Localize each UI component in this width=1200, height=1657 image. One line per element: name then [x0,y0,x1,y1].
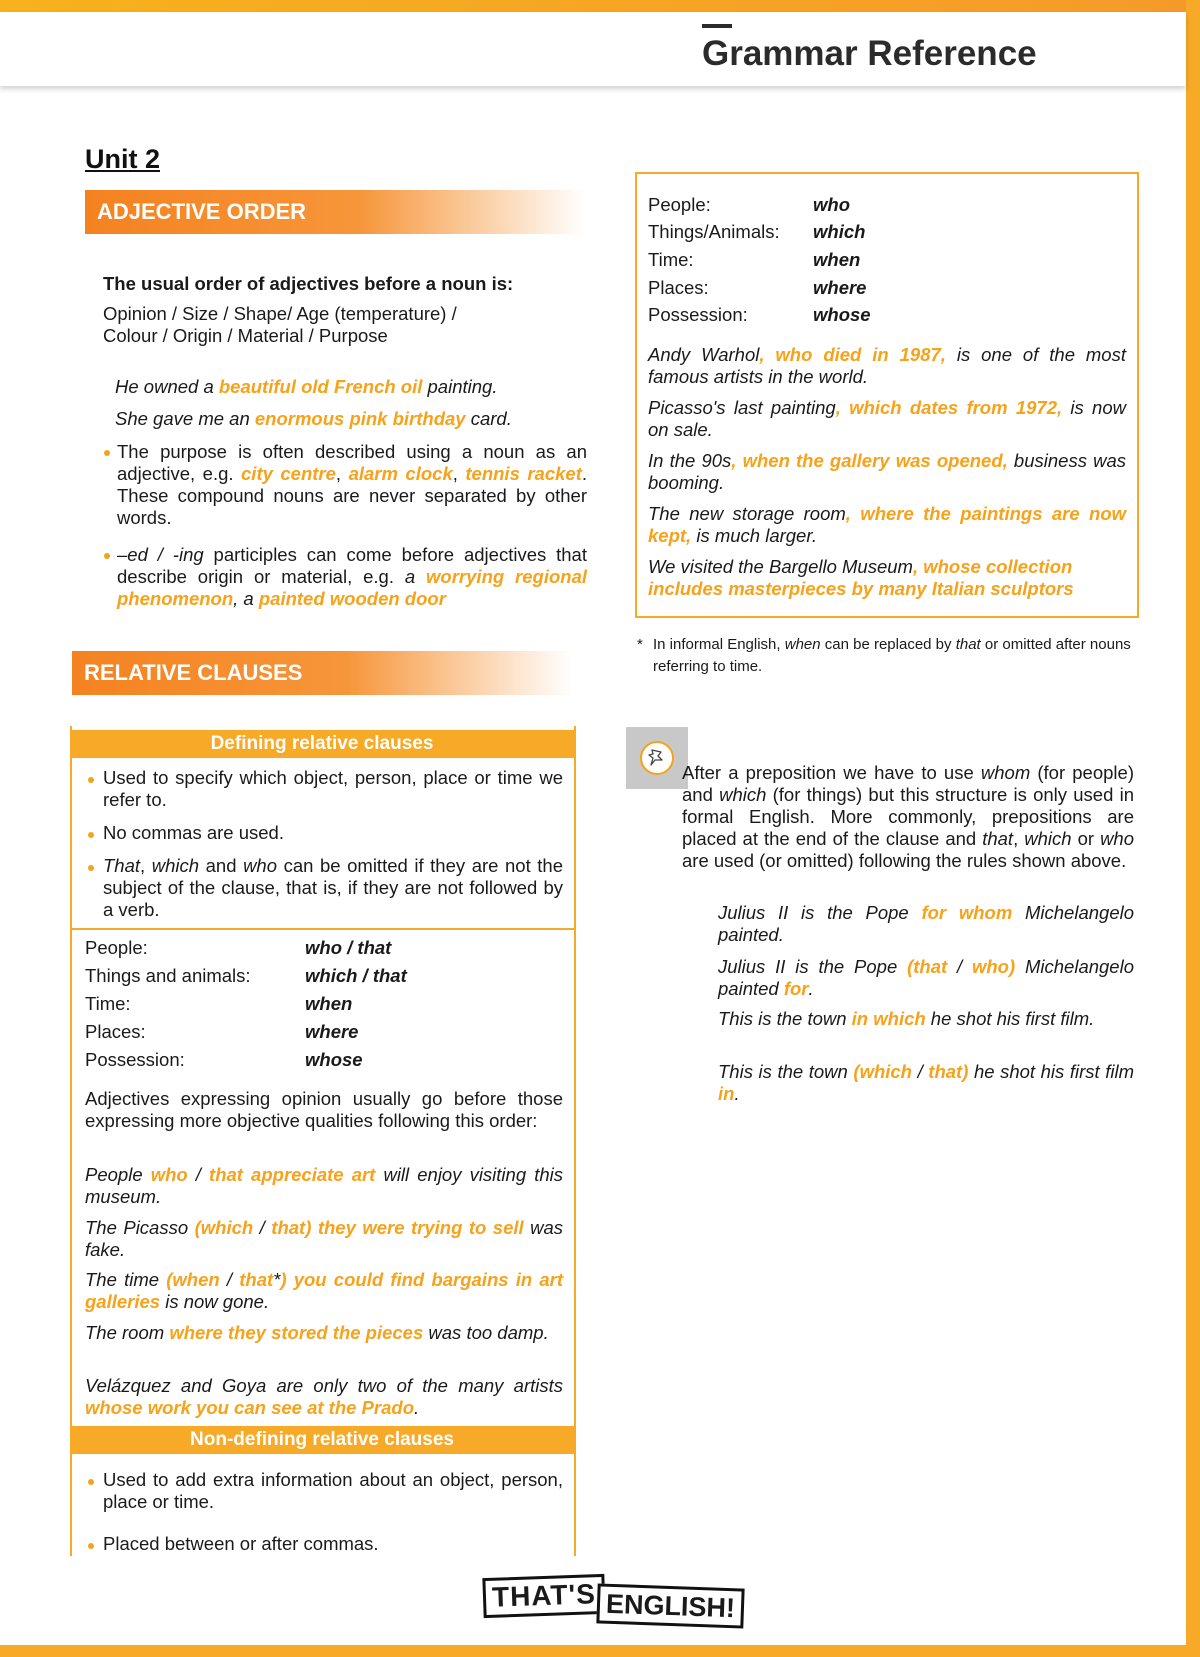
non-defining-example-5: We visited the Bargello Museum, whose collection includes masterpieces by many Italian sculptors [648,556,1074,599]
pin-icon [640,741,674,775]
defining-clauses-title: Defining relative clauses [70,730,574,758]
footnote-text: In informal English, when can be replaced by that or omitted after nouns referring to time. [653,636,1131,675]
bullet-dot [88,1479,94,1485]
table-row-label: Things and animals: [85,965,251,986]
table-row-label: People: [85,937,148,958]
defining-example-4: The room where they stored the pieces was too damp. [85,1322,549,1343]
table-row-value: who / that [305,937,392,958]
table-row-label: People: [648,194,711,215]
defining-note: Adjectives expressing opinion usually go before those expressing more objective qualities following this order: [85,1088,563,1131]
relative-clauses-banner: RELATIVE CLAUSES [72,651,572,695]
preposition-example-3: This is the town in which he shot his first film. [718,1008,1095,1029]
bullet-dot [104,553,110,559]
table-row-label: Things/Animals: [648,221,780,242]
defining-example-1: People who / that appreciate art will enjoy visiting this museum. [85,1164,563,1207]
table-row-label: Places: [648,277,709,298]
bullet-dot [88,777,94,783]
bullet-dot [104,450,110,456]
table-row-value: where [305,1021,359,1042]
non-defining-example-2: Picasso's last painting, which dates from 1972, is now on sale. [648,397,1126,440]
table-row-value: which / that [305,965,407,986]
table-row-value: which [813,221,866,242]
unit-title: Unit 2 [85,144,161,174]
bottom-frame-stripe [0,1645,1200,1657]
non-defining-example-4: The new storage room, where the paintings are now kept, is much larger. [648,503,1127,546]
defining-bullet-1: Used to specify which object, person, place or time we refer to. [103,767,563,810]
table-row-label: Places: [85,1021,146,1042]
table-row-label: Possession: [648,304,748,325]
defining-example-3: The time (when / that*) you could find bargains in art galleries is now gone. [85,1269,564,1312]
adjective-order-line1: Opinion / Size / Shape/ Age (temperature) / [103,303,457,324]
header-dash-decoration [702,24,732,28]
table-row-value: where [813,277,867,298]
preposition-example-4: This is the town (which / that) he shot his first film in. [718,1061,1135,1104]
table-row-value: when [305,993,353,1014]
bullet-dot [88,865,94,871]
table-row-label: Time: [85,993,131,1014]
defining-example-2: The Picasso (which / that) they were trying to sell was fake. [85,1217,564,1260]
table-row-label: Possession: [85,1049,185,1070]
defining-example-5: Velázquez and Goya are only two of the many artists whose work you can see at the Prado. [85,1375,563,1418]
preposition-example-2: Julius II is the Pope (that / who) Michelangelo painted for. [718,956,1134,999]
page-title: Grammar Reference [702,34,1037,73]
logo-part-1: THAT'S [482,1574,605,1618]
non-defining-example-1: Andy Warhol, who died in 1987, is one of the most famous artists in the world. [648,344,1126,387]
preposition-example-1: Julius II is the Pope for whom Michelangelo painted. [718,902,1135,945]
non-defining-example-3: In the 90s, when the gallery was opened, business was booming. [648,450,1127,493]
bullet-dot [88,1543,94,1549]
table-row-value: whose [305,1049,363,1070]
logo-part-2: ENGLISH! [596,1583,744,1628]
table-row-label: Time: [648,249,694,270]
adjective-order-banner: ADJECTIVE ORDER [85,190,585,234]
adjective-bullet-2: –ed / -ing participles can come before adjectives that describe origin or material, e.g. a worrying regional phenomenon, a painted wooden door [117,544,588,609]
preposition-paragraph: After a preposition we have to use whom (for people) and which (for things) but this structure is only used in formal English. More commonly, prepositions are placed at the end of the clause and that, which or who are used (or omitted) following the rules shown above. [682,762,1135,871]
defining-bullet-2: No commas are used. [103,822,284,843]
non-defining-clauses-title: Non-defining relative clauses [70,1426,574,1454]
adjective-order-intro: The usual order of adjectives before a noun is: [103,273,514,294]
table-row-value: who [813,194,850,215]
footnote-star: * [637,636,643,653]
bullet-dot [88,832,94,838]
adjective-order-line2: Colour / Origin / Material / Purpose [103,325,388,346]
defining-divider [72,928,574,930]
adjective-example-2: She gave me an enormous pink birthday card. [115,408,512,429]
thats-english-logo [483,1566,737,1630]
top-frame-stripe [0,0,1200,12]
adjective-bullet-1: The purpose is often described using a noun as an adjective, e.g. city centre, alarm clock, tennis racket. These compound nouns are never separated by other words. [117,441,588,528]
defining-bullet-3: That, which and who can be omitted if they are not the subject of the clause, that is, if they are not followed by a verb. [103,855,563,920]
non-defining-bullet-1: Used to add extra information about an object, person, place or time. [103,1469,563,1512]
table-row-value: whose [813,304,871,325]
adjective-example-1: He owned a beautiful old French oil painting. [115,376,498,397]
right-frame-stripe [1186,0,1200,1657]
non-defining-bullet-2: Placed between or after commas. [103,1533,379,1554]
table-row-value: when [813,249,861,270]
